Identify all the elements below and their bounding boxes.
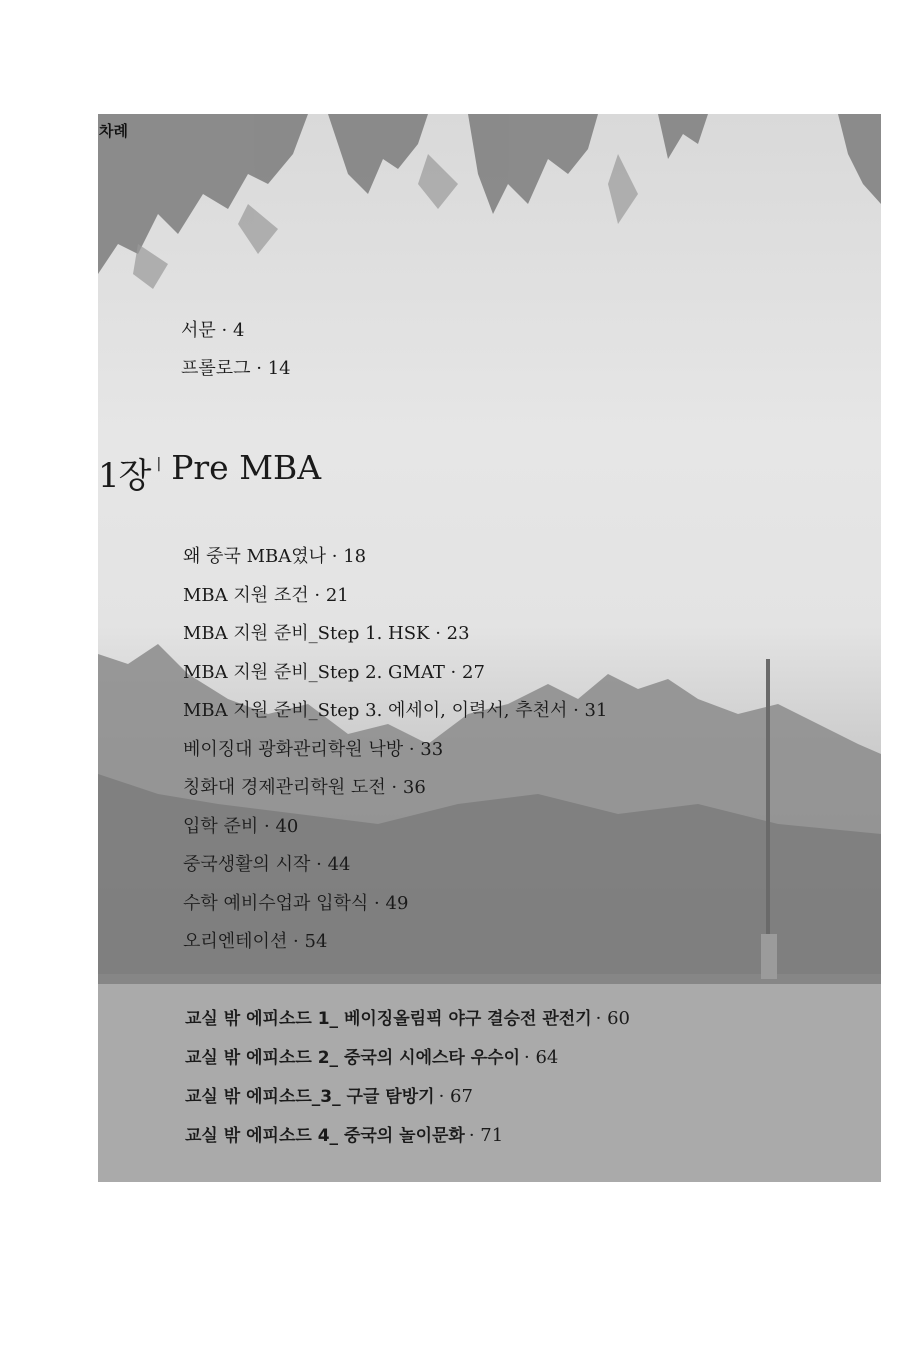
episode-entry[interactable]	[185, 999, 630, 1038]
chapter-heading	[98, 448, 321, 497]
toc-entry[interactable]: 수학 예비수업과 입학식 · 49	[183, 892, 409, 914]
episode-entry[interactable]	[185, 1077, 630, 1116]
intro-entry-prologue[interactable]: 프롤로그 · 14	[181, 358, 291, 379]
episode-label: 교실 밖 에피소드 4_ 중국의 놀이문화	[185, 1126, 465, 1146]
chapter-number: 1장	[98, 456, 151, 496]
episode-label: 교실 밖 에피소드 1_ 베이징올림픽 야구 결승전 관전기	[185, 1009, 592, 1029]
toc-entry[interactable]: 왜 중국 MBA였나 · 18	[183, 546, 367, 567]
toc-entry[interactable]: 베이징대 광화관리학원 낙방 · 33	[183, 738, 444, 760]
toc-entry[interactable]: 입학 준비 · 40	[183, 815, 299, 837]
toc-entry[interactable]: 칭화대 경제관리학원 도전 · 36	[183, 777, 426, 798]
episode-label: 교실 밖 에피소드_3_ 구글 탐방기	[185, 1087, 435, 1107]
toc-entry[interactable]: MBA 지원 준비_Step 1. HSK · 23	[183, 623, 470, 644]
episode-label: 교실 밖 에피소드 2_ 중국의 시에스타 우수이	[185, 1048, 521, 1068]
chapter-separator: |	[156, 456, 162, 472]
episode-page: · 60	[595, 1008, 630, 1029]
episode-entries	[185, 999, 630, 1155]
toc-label: 차례	[99, 122, 128, 140]
toc-entry[interactable]: MBA 지원 조건 · 21	[183, 584, 349, 606]
episode-entry[interactable]	[185, 1116, 630, 1155]
episode-page: · 67	[438, 1086, 473, 1107]
episode-entry[interactable]	[185, 1038, 630, 1077]
intro-entry-preface[interactable]: 서문 · 4	[181, 320, 245, 341]
toc-entry[interactable]: 오리엔테이션 · 54	[183, 931, 328, 952]
toc-entry[interactable]: MBA 지원 준비_Step 3. 에세이, 이력서, 추천서 · 31	[183, 700, 608, 721]
episode-page: · 71	[468, 1125, 504, 1146]
toc-entry[interactable]: MBA 지원 준비_Step 2. GMAT · 27	[183, 661, 485, 683]
chapter-title: Pre MBA	[171, 448, 322, 487]
episode-page: · 64	[524, 1047, 559, 1068]
toc-entry[interactable]: 중국생활의 시작 · 44	[183, 854, 351, 875]
chapter-entries	[183, 538, 607, 962]
intro-list	[181, 312, 291, 388]
